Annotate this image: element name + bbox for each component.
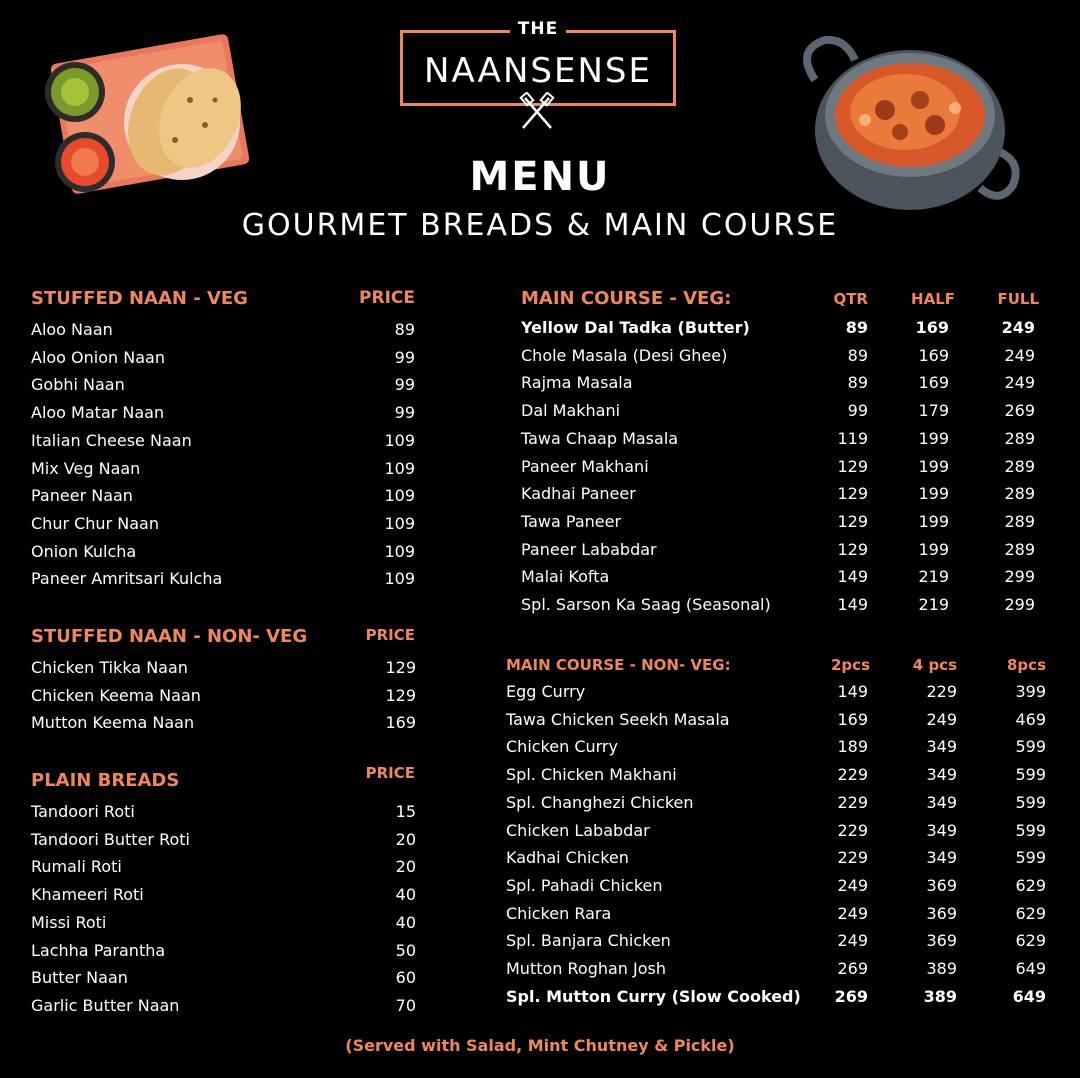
item-name: Italian Cheese Naan: [31, 430, 192, 450]
list-item: [31, 830, 416, 858]
column-heading-price: PRICE: [365, 626, 415, 644]
logo-name: NAANSENSE: [424, 51, 652, 91]
item-price: 129: [837, 484, 868, 504]
item-price: 169: [918, 373, 949, 393]
item-price: 349: [926, 765, 957, 785]
item-price: 199: [918, 539, 949, 559]
crossed-utensils-icon: [517, 92, 557, 132]
item-price: 269: [837, 959, 868, 978]
item-name: Spl. Chicken Makhani: [506, 765, 677, 785]
list-item: [506, 821, 1046, 849]
item-price: 349: [926, 792, 957, 812]
item-price: 109: [384, 430, 415, 450]
list-item: [31, 348, 415, 376]
item-price: 249: [926, 709, 957, 729]
item-price: 50: [395, 940, 416, 960]
item-name: Mix Veg Naan: [31, 458, 141, 478]
item-price: 289: [1004, 484, 1035, 504]
list-item: [506, 931, 1046, 959]
section-heading-stuffed-nonveg: STUFFED NAAN - NON- VEG: [31, 626, 308, 647]
item-price: 60: [395, 968, 416, 988]
item-price: 149: [837, 595, 868, 614]
item-name: Chicken Keema Naan: [31, 685, 201, 705]
item-price: 129: [385, 685, 416, 705]
item-name: Aloo Naan: [31, 320, 113, 339]
list-item: [31, 686, 416, 714]
item-price: 169: [915, 318, 949, 337]
item-price: 229: [837, 792, 868, 812]
item-name: Spl. Banjara Chicken: [506, 931, 671, 951]
item-name: Rumali Roti: [31, 857, 122, 877]
list-item: [521, 429, 1035, 457]
item-price: 289: [1004, 428, 1035, 448]
item-price: 349: [926, 820, 957, 840]
item-price: 249: [1004, 373, 1035, 393]
item-price: 219: [918, 567, 949, 587]
list-item: [521, 457, 1035, 485]
item-price: 99: [394, 403, 415, 423]
list-item: [31, 375, 415, 403]
item-price: 99: [394, 347, 415, 367]
item-name: Mutton Keema Naan: [31, 713, 195, 733]
item-name: Garlic Butter Naan: [31, 995, 180, 1015]
list-item: [521, 540, 1035, 568]
item-price: 249: [1001, 318, 1035, 337]
column-heading-price: PRICE: [359, 288, 415, 308]
item-price: 249: [1004, 345, 1035, 365]
item-price: 149: [837, 682, 868, 701]
list-item: [31, 658, 416, 686]
item-name: Dal Makhani: [521, 401, 621, 421]
item-name: Butter Naan: [31, 968, 128, 988]
list-item: [506, 682, 1046, 710]
item-name: Paneer Amritsari Kulcha: [31, 569, 223, 589]
list-item: [521, 595, 1035, 623]
item-price: 649: [1015, 959, 1046, 978]
item-name: Chole Masala (Desi Ghee): [521, 345, 728, 365]
list-item: [31, 968, 416, 996]
item-price: 40: [395, 912, 416, 932]
section-heading-plain-breads: PLAIN BREADS: [31, 770, 180, 791]
item-price: 249: [837, 875, 868, 895]
item-price: 149: [837, 567, 868, 587]
item-price: 199: [918, 484, 949, 504]
list-item: [31, 713, 416, 741]
item-name: Chicken Tikka Naan: [31, 658, 188, 677]
item-name: Missi Roti: [31, 912, 107, 932]
item-price: 199: [918, 456, 949, 476]
section-heading-main-nonveg: MAIN COURSE - NON- VEG:: [506, 656, 731, 674]
item-price: 349: [926, 848, 957, 868]
item-name: Rajma Masala: [521, 373, 633, 393]
item-price: 229: [926, 682, 957, 701]
column-heading-half: HALF: [911, 290, 955, 308]
column-heading-full: FULL: [997, 290, 1039, 308]
item-price: 369: [926, 931, 957, 951]
column-heading-qtr: QTR: [833, 290, 868, 308]
list-item: [31, 802, 416, 830]
item-name: Spl. Mutton Curry (Slow Cooked): [506, 986, 801, 1006]
list-item: [521, 373, 1035, 401]
item-price: 129: [837, 456, 868, 476]
item-name: Mutton Roghan Josh: [506, 959, 667, 978]
item-name: Spl. Changhezi Chicken: [506, 792, 694, 812]
page-subtitle: GOURMET BREADS & MAIN COURSE: [241, 208, 839, 243]
list-item: [521, 512, 1035, 540]
item-name: Spl. Pahadi Chicken: [506, 875, 663, 895]
list-item: [31, 459, 415, 487]
column-heading-4pcs: 4 pcs: [912, 656, 957, 674]
item-price: 299: [1004, 595, 1035, 614]
item-price: 189: [837, 737, 868, 757]
item-name: Tandoori Butter Roti: [31, 829, 190, 849]
item-name: Aloo Onion Naan: [31, 347, 165, 367]
item-price: 629: [1015, 875, 1046, 895]
item-price: 269: [834, 986, 868, 1006]
item-price: 289: [1004, 539, 1035, 559]
item-name: Chicken Lababdar: [506, 820, 650, 840]
item-price: 40: [395, 885, 416, 905]
item-price: 119: [837, 428, 868, 448]
list-item: [521, 567, 1035, 595]
item-price: 129: [837, 539, 868, 559]
column-heading-8pcs: 8pcs: [1007, 656, 1046, 674]
item-price: 269: [1004, 401, 1035, 421]
item-price: 199: [918, 511, 949, 531]
item-price: 20: [395, 829, 416, 849]
item-name: Malai Kofta: [521, 567, 610, 587]
item-name: Spl. Sarson Ka Saag (Seasonal): [521, 595, 771, 614]
list-item: [31, 996, 416, 1024]
item-name: Kadhai Chicken: [506, 848, 629, 868]
list-item: [31, 542, 415, 570]
list-item: [506, 710, 1046, 738]
list-item: [31, 941, 416, 969]
item-price: 249: [837, 903, 868, 923]
logo-the: THE: [403, 19, 673, 39]
item-price: 369: [926, 903, 957, 923]
item-name: Paneer Naan: [31, 486, 133, 506]
item-name: Onion Kulcha: [31, 541, 137, 561]
item-name: Egg Curry: [506, 682, 586, 701]
item-price: 629: [1015, 903, 1046, 923]
list-item: [506, 904, 1046, 932]
list-item: [506, 959, 1046, 987]
item-price: 469: [1015, 709, 1046, 729]
list-item: [506, 876, 1046, 904]
item-price: 169: [837, 709, 868, 729]
item-price: 599: [1015, 737, 1046, 757]
item-price: 109: [384, 541, 415, 561]
item-price: 349: [926, 737, 957, 757]
item-price: 599: [1015, 848, 1046, 868]
item-price: 399: [1015, 682, 1046, 701]
item-name: Tawa Chicken Seekh Masala: [506, 709, 730, 729]
list-item: [31, 913, 416, 941]
item-price: 229: [837, 820, 868, 840]
item-name: Chicken Rara: [506, 903, 612, 923]
item-price: 229: [837, 848, 868, 868]
list-item: [521, 346, 1035, 374]
list-item: [521, 484, 1035, 512]
item-name: Chur Chur Naan: [31, 513, 159, 533]
list-item: [506, 737, 1046, 765]
item-price: 15: [395, 802, 416, 821]
item-price: 389: [923, 986, 957, 1006]
item-price: 289: [1004, 456, 1035, 476]
item-price: 89: [845, 318, 868, 337]
item-price: 109: [384, 513, 415, 533]
item-price: 89: [847, 373, 868, 393]
item-price: 70: [395, 995, 416, 1015]
item-price: 20: [395, 857, 416, 877]
item-name: Aloo Matar Naan: [31, 403, 165, 423]
item-price: 599: [1015, 792, 1046, 812]
item-name: Paneer Lababdar: [521, 539, 657, 559]
item-price: 109: [384, 486, 415, 506]
item-price: 169: [385, 713, 416, 733]
item-name: Paneer Makhani: [521, 456, 649, 476]
column-heading-2pcs: 2pcs: [831, 656, 870, 674]
item-name: Kadhai Paneer: [521, 484, 636, 504]
item-price: 229: [837, 765, 868, 785]
page-title: MENU: [469, 154, 611, 200]
item-price: 109: [384, 569, 415, 589]
list-item: [31, 569, 415, 597]
section-heading-stuffed-veg: STUFFED NAAN - VEG: [31, 288, 248, 309]
item-price: 99: [394, 375, 415, 395]
item-price: 99: [847, 401, 868, 421]
item-price: 599: [1015, 765, 1046, 785]
item-price: 369: [926, 875, 957, 895]
item-price: 219: [918, 595, 949, 614]
item-name: Chicken Curry: [506, 737, 618, 757]
item-price: 89: [394, 320, 415, 339]
item-price: 249: [837, 931, 868, 951]
item-name: Tandoori Roti: [31, 802, 135, 821]
item-price: 109: [384, 458, 415, 478]
item-name: Gobhi Naan: [31, 375, 125, 395]
list-item: [521, 318, 1035, 346]
item-price: 169: [918, 345, 949, 365]
list-item: [506, 848, 1046, 876]
list-item: [31, 514, 415, 542]
item-name: Yellow Dal Tadka (Butter): [521, 318, 750, 337]
list-item: [31, 431, 415, 459]
item-price: 629: [1015, 931, 1046, 951]
item-price: 299: [1004, 567, 1035, 587]
item-price: 389: [926, 959, 957, 978]
item-name: Tawa Chaap Masala: [521, 428, 679, 448]
item-name: Tawa Paneer: [521, 511, 622, 531]
item-price: 649: [1012, 986, 1046, 1006]
item-price: 129: [385, 658, 416, 677]
list-item: [506, 793, 1046, 821]
item-price: 199: [918, 428, 949, 448]
list-item: [31, 885, 416, 913]
list-item: [506, 765, 1046, 793]
footer-note: (Served with Salad, Mint Chutney & Pickle): [345, 1036, 735, 1055]
list-item: [31, 320, 415, 348]
item-price: 129: [837, 511, 868, 531]
list-item: [31, 857, 416, 885]
item-name: Lachha Parantha: [31, 940, 166, 960]
section-heading-main-veg: MAIN COURSE - VEG:: [521, 288, 732, 309]
item-price: 89: [847, 345, 868, 365]
item-price: 289: [1004, 511, 1035, 531]
item-price: 599: [1015, 820, 1046, 840]
item-name: Khameeri Roti: [31, 885, 144, 905]
column-heading-price: PRICE: [365, 764, 415, 782]
list-item: [506, 987, 1046, 1015]
item-price: 179: [918, 401, 949, 421]
list-item: [31, 486, 415, 514]
list-item: [31, 403, 415, 431]
list-item: [521, 401, 1035, 429]
